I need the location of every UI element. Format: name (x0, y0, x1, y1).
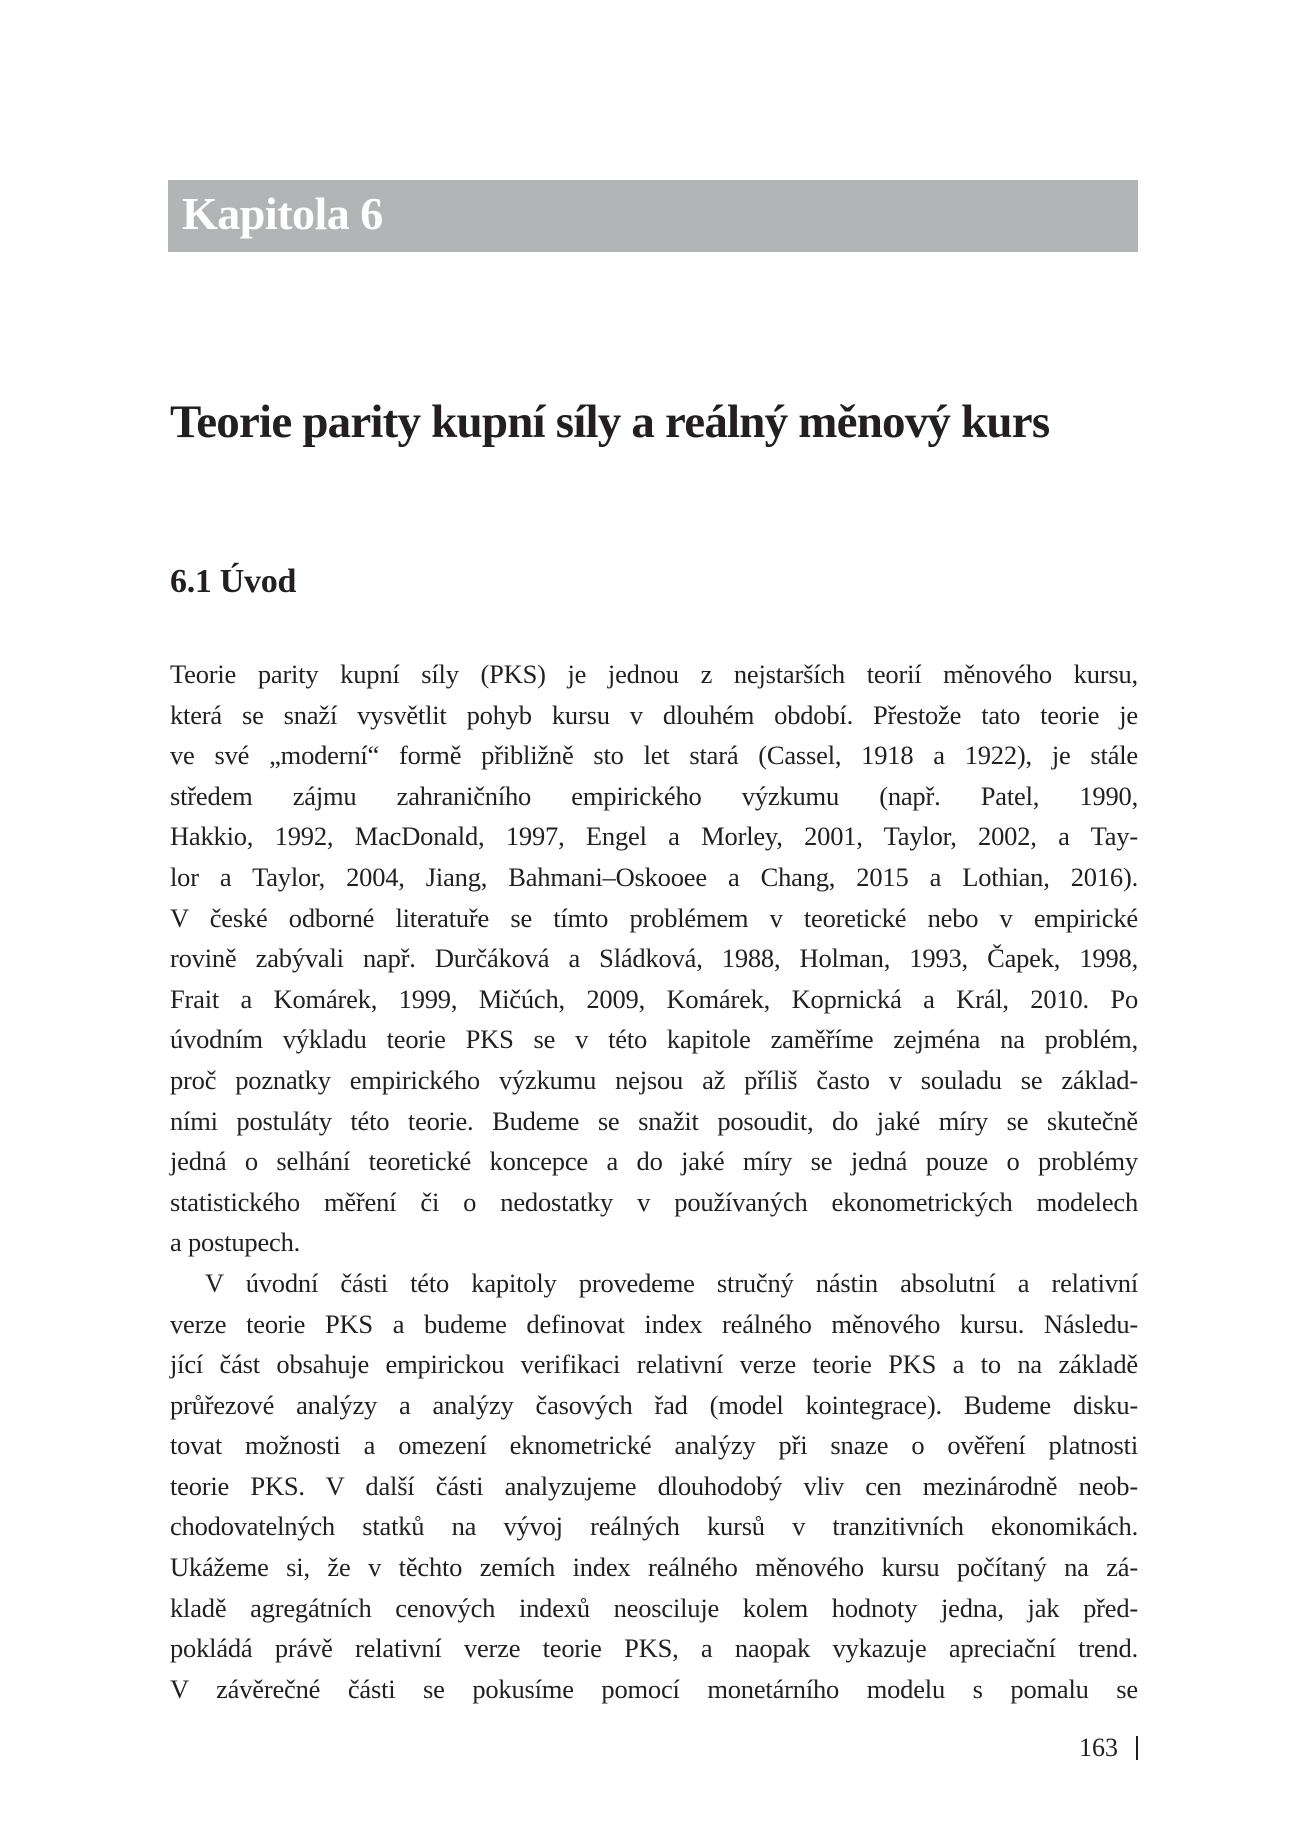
body-text (170, 654, 1138, 1709)
text-line: jedná o selhání teoretické koncepce a do jaké míry se jedná pouze o problémy (170, 1146, 1138, 1177)
text-line: Frait a Komárek, 1999, Mičúch, 2009, Komárek, Koprnická a Král, 2010. Po (170, 983, 1138, 1014)
text-line: teorie PKS. V další části analyzujeme dlouhodobý vliv cen mezinárodně neob- (170, 1470, 1138, 1501)
text-line: chodovatelných statků na vývoj reálných kursů v tranzitivních ekonomikách. (170, 1511, 1138, 1542)
text-line: Hakkio, 1992, MacDonald, 1997, Engel a Morley, 2001, Taylor, 2002, a Tay- (170, 821, 1138, 852)
page-number-rule (1136, 1736, 1138, 1760)
text-line: proč poznatky empirického výzkumu nejsou až příliš často v souladu se základ- (170, 1064, 1138, 1095)
text-line: ve své „moderní“ formě přibližně sto let stará (Cassel, 1918 a 1922), je stále (170, 740, 1138, 771)
text-line: pokládá právě relativní verze teorie PKS, a naopak vykazuje apreciační trend. (170, 1633, 1138, 1664)
paragraph-2 (170, 1263, 1138, 1710)
text-line: V úvodní části této kapitoly provedeme stručný nástin absolutní a relativní (205, 1267, 1138, 1298)
text-line: lor a Taylor, 2004, Jiang, Bahmani–Oskooee a Chang, 2015 a Lothian, 2016). (170, 861, 1138, 892)
chapter-title: Teorie parity kupní síly a reálný měnový kurs (170, 396, 1050, 448)
paragraph-1 (170, 654, 1138, 1263)
text-line: rovině zabývali např. Durčáková a Sládková, 1988, Holman, 1993, Čapek, 1998, (170, 943, 1138, 974)
text-line: Teorie parity kupní síly (PKS) je jednou z nejstarších teorií měnového kursu, (170, 659, 1138, 689)
text-line: statistického měření či o nedostatky v používaných ekonometrických modelech (170, 1186, 1138, 1217)
text-line: V závěrečné části se pokusíme pomocí monetárního modelu s pomalu se (170, 1673, 1138, 1704)
text-line: průřezové analýzy a analýzy časových řad (model kointegrace). Budeme disku- (170, 1389, 1138, 1420)
text-line: a postupech. (170, 1227, 301, 1258)
text-line: úvodním výkladu teorie PKS se v této kapitole zaměříme zejména na problém, (170, 1024, 1138, 1055)
chapter-label: Kapitola 6 (182, 188, 383, 239)
page-number: 163 (1079, 1733, 1118, 1762)
text-line: V české odborné literatuře se tímto problémem v teoretické nebo v empirické (170, 902, 1138, 933)
chapter-banner (168, 180, 1138, 252)
text-line: středem zájmu zahraničního empirického výzkumu (např. Patel, 1990, (170, 780, 1138, 811)
text-line: Ukážeme si, že v těchto zemích index reálného měnového kursu počítaný na zá- (170, 1552, 1138, 1583)
section-heading: 6.1 Úvod (170, 563, 297, 600)
text-line: verze teorie PKS a budeme definovat index reálného měnového kursu. Následu- (170, 1308, 1138, 1339)
text-line: jící část obsahuje empirickou verifikaci relativní verze teorie PKS a to na základě (170, 1349, 1138, 1380)
text-line: ními postuláty této teorie. Budeme se snažit posoudit, do jaké míry se skutečně (170, 1105, 1138, 1136)
text-line: která se snaží vysvětlit pohyb kursu v dlouhém období. Přestože tato teorie je (170, 699, 1138, 730)
text-line: tovat možnosti a omezení eknometrické analýzy při snaze o ověření platnosti (170, 1430, 1138, 1461)
page-footer (1079, 1730, 1138, 1766)
text-line: kladě agregátních cenových indexů neosciluje kolem hodnoty jedna, jak před- (170, 1592, 1138, 1623)
